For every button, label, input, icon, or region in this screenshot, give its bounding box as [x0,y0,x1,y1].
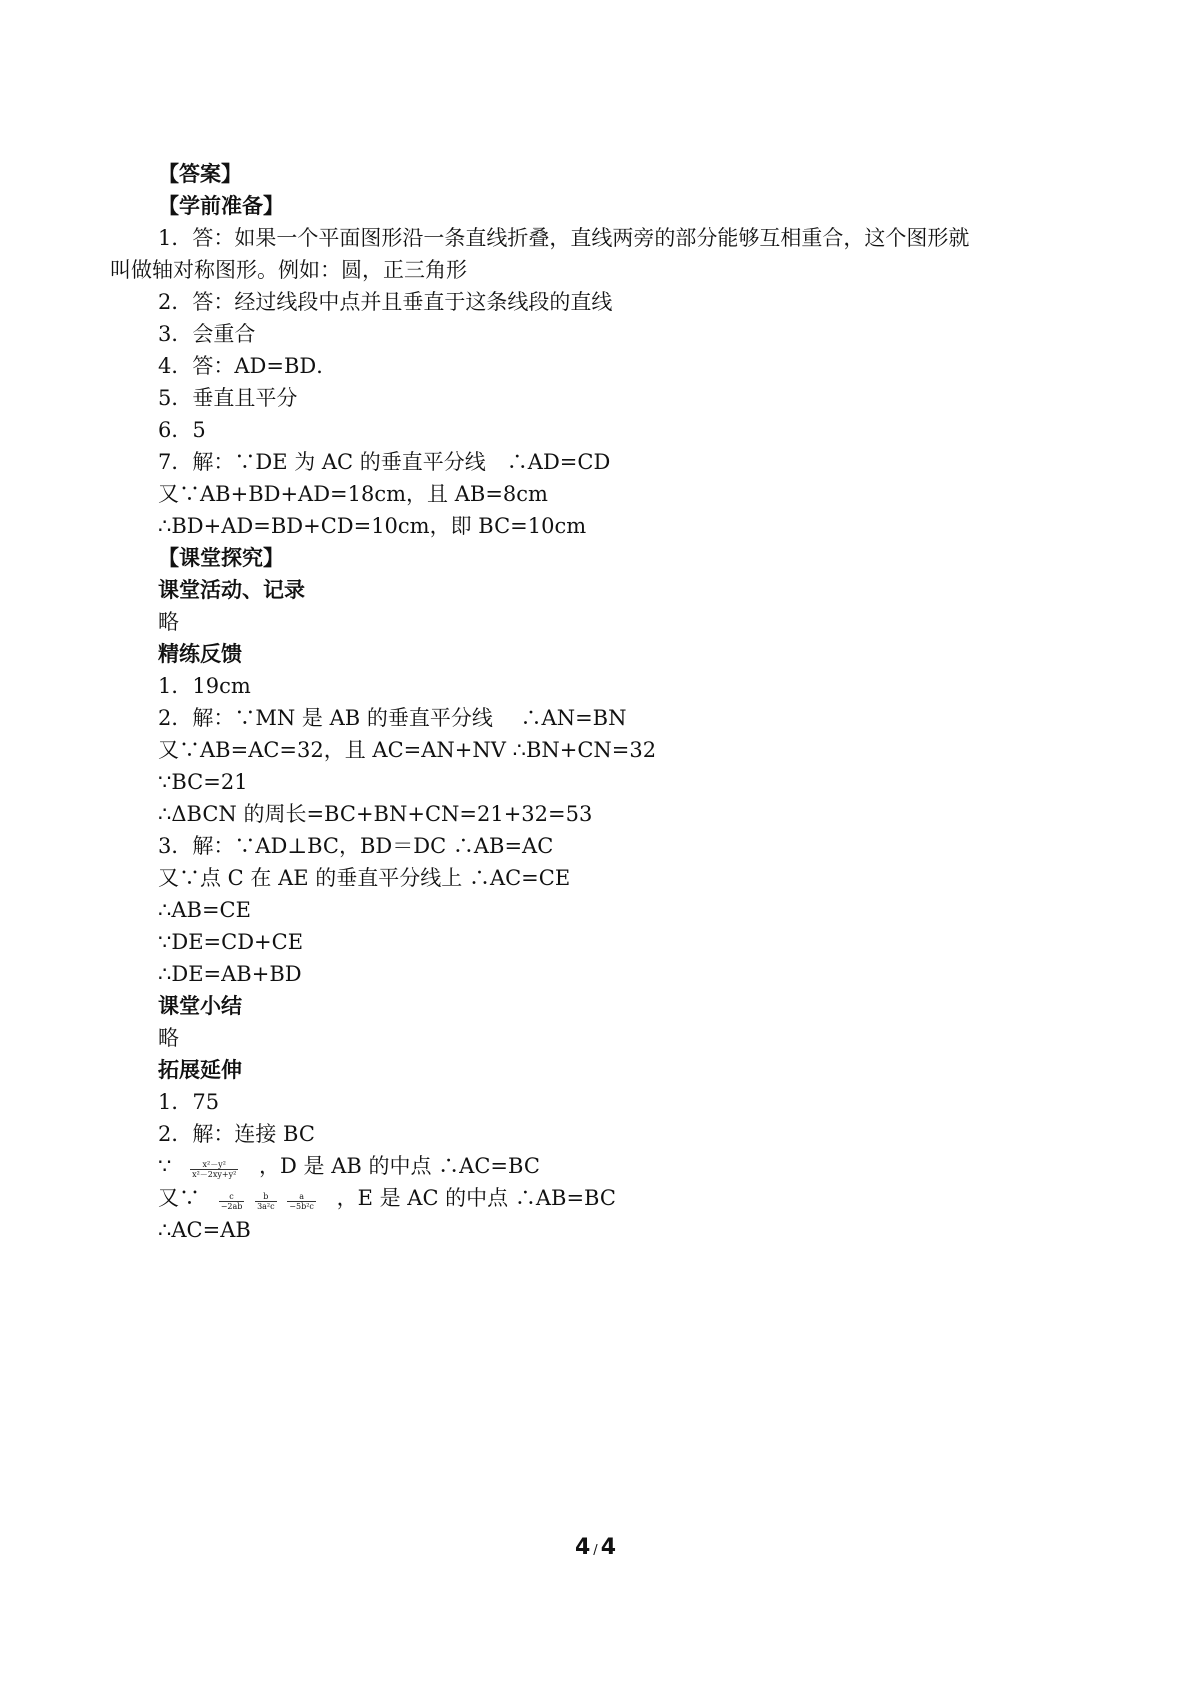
fraction [219,1192,245,1211]
because-symbol: ∵ [158,1154,172,1178]
document-body [110,158,1090,1246]
answer-5: 5．垂直且平分 [158,386,298,410]
fraction-numerator: a [287,1192,316,1202]
summary-omitted: 略 [158,1026,179,1050]
answer-6: 6．5 [158,418,206,442]
heading-answer: 【答案】 [158,162,242,186]
extension-2-line-3 [110,1182,1090,1214]
feedback-2-line-2: 又∵AB=AC=32，且 AC=AN+NV ∴BN+CN=32 [158,738,657,762]
page-separator: / [593,1543,598,1558]
page-number [0,1535,1191,1560]
fraction-denominator: −5b²c [289,1201,314,1211]
answer-4: 4．答：AD=BD． [158,354,338,378]
feedback-2-line-4: ∴ΔBCN 的周长=BC+BN+CN=21+32=53 [158,802,593,826]
heading-feedback: 精练反馈 [158,642,242,666]
answer-3: 3．会重合 [158,322,256,346]
answer-1-line-1: 1．答：如果一个平面图形沿一条直线折叠，直线两旁的部分能够互相重合，这个图形就 [158,226,970,250]
page-current: 4 [574,1535,591,1560]
heading-activity: 课堂活动、记录 [158,578,305,602]
activity-omitted: 略 [158,610,179,634]
feedback-3-line-1: 3．解：∵AD⊥BC，BD＝DC ∴AB=AC [158,834,554,858]
feedback-3-line-4: ∵DE=CD+CE [158,930,304,954]
answer-1-line-2: 叫做轴对称图形。例如：圆，正三角形 [110,258,467,282]
answer-7-line-1: 7．解：∵DE 为 AC 的垂直平分线 ∴AD=CD [158,450,611,474]
fraction [255,1192,277,1211]
feedback-2-line-1: 2．解：∵MN 是 AB 的垂直平分线 ∴AN=BN [158,706,627,730]
fraction-denominator: −2ab [220,1201,243,1211]
fraction-numerator: b [255,1192,277,1202]
heading-summary: 课堂小结 [158,994,242,1018]
fraction [287,1192,316,1211]
extension-2-line-4: ∴AC=AB [158,1218,251,1242]
extension-2-line-2 [110,1150,1090,1182]
answer-2: 2．答：经过线段中点并且垂直于这条线段的直线 [158,290,613,314]
fraction-numerator: x²－y² [190,1160,238,1170]
page-total: 4 [600,1535,616,1560]
feedback-3-line-3: ∴AB=CE [158,898,251,922]
feedback-2-line-3: ∵BC=21 [158,770,248,794]
feedback-1: 1．19cm [158,674,251,698]
heading-classroom-exploration: 【课堂探究】 [158,546,284,570]
extension-2-line-2-text: ，D 是 AB 的中点 ∴AC=BC [259,1154,540,1178]
because-symbol: 又∵ [158,1186,200,1210]
fraction-denominator: 3a²c [257,1201,275,1211]
feedback-3-line-5: ∴DE=AB+BD [158,962,302,986]
answer-7-line-3: ∴BD+AD=BD+CD=10cm，即 BC=10cm [158,514,587,538]
feedback-3-line-2: 又∵点 C 在 AE 的垂直平分线上 ∴AC=CE [158,866,571,890]
heading-extension: 拓展延伸 [158,1058,242,1082]
fraction-denominator: x²－2xy+y² [192,1169,237,1179]
fraction-numerator: c [219,1192,245,1202]
extension-1: 1．75 [158,1090,220,1114]
extension-2-line-1: 2．解：连接 BC [158,1122,315,1146]
extension-2-line-3-text: ，E 是 AC 的中点 ∴AB=BC [336,1186,616,1210]
fraction-group [217,1184,318,1216]
fraction [190,1160,238,1179]
answer-7-line-2: 又∵AB+BD+AD=18cm，且 AB=8cm [158,482,548,506]
fraction-group [188,1152,240,1184]
heading-preparation: 【学前准备】 [158,194,284,218]
